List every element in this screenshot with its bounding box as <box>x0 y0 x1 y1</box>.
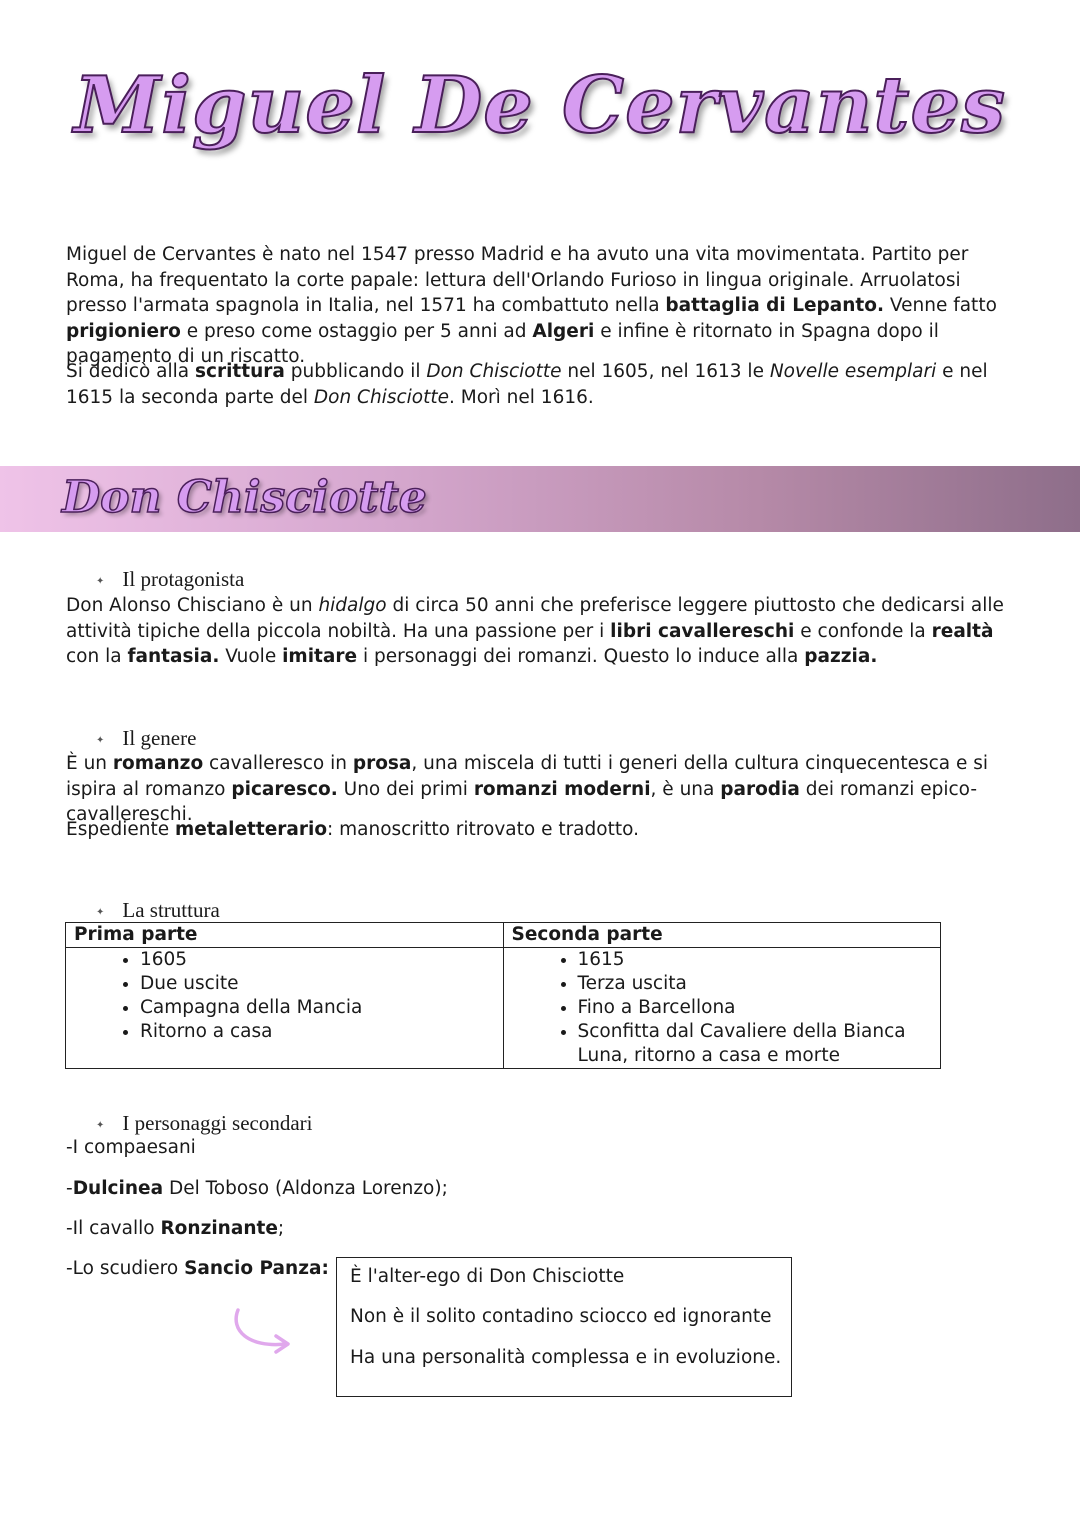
col-seconda-cell <box>503 948 941 1069</box>
text-run: Uno dei primi <box>337 778 474 800</box>
bold-text: pazzia. <box>804 646 878 667</box>
text-run: -Lo scudiero <box>66 1258 185 1279</box>
col-header-seconda: Seconda parte <box>503 923 941 948</box>
italic-text: Don Chisciotte <box>426 361 562 382</box>
prima-list <box>74 948 495 1044</box>
seconda-list <box>512 948 933 1068</box>
text-run: con la <box>66 646 128 667</box>
text-run: dei romanzi epico-cavallereschi. <box>66 778 978 825</box>
text-run: Espediente <box>66 819 175 840</box>
text-run: . Morì nel 1616. <box>449 386 594 408</box>
text-run: , una miscela di tutti i generi della cultura cinquecentesca e si ispira al romanzo <box>66 753 989 800</box>
text-run: Del Toboso (Aldonza Lorenzo); <box>163 1178 448 1199</box>
text-run: e preso come ostaggio per 5 anni ad <box>180 320 533 342</box>
list-item: • Terza uscita <box>578 972 933 996</box>
section-banner <box>0 466 1080 532</box>
box-line-2: Non è il solito contadino sciocco ed ignorante <box>350 1306 772 1327</box>
italic-text: Novelle esemplari <box>769 361 937 382</box>
text-run: ; <box>277 1218 285 1239</box>
list-item: • 1615 <box>578 948 933 972</box>
text-run: nel 1605, nel 1613 le <box>561 361 770 382</box>
text-run: Miguel de Cervantes è nato nel 1547 presso Madrid e ha avuto una vita movimentata. Partito per Roma, ha frequentato la corte papale: lettura dell'Orlando Furioso in lingua originale. Arruolatosi presso l'armata spagnola in Italia, nel 1571 ha combattuto nella <box>66 244 969 316</box>
bold-text: romanzi moderni <box>473 778 651 800</box>
bold-text: prosa <box>352 753 412 774</box>
col-header-prima: Prima parte <box>66 923 504 948</box>
text-run: e confonde la <box>794 620 932 642</box>
heading-struttura: ✦ La struttura <box>96 898 220 922</box>
intro-paragraph-1 <box>66 242 1026 370</box>
list-item: • Due uscite <box>140 972 495 996</box>
list-item: • Campagna della Mancia <box>140 996 495 1020</box>
star-bullet-icon: ✦ <box>96 906 105 918</box>
bold-text: Dulcinea <box>72 1178 164 1199</box>
italic-text: Don Chisciotte <box>313 386 449 408</box>
italic-text: hidalgo <box>318 595 387 616</box>
bold-text: scrittura <box>194 361 285 382</box>
bold-text: metaletterario <box>174 819 328 840</box>
protagonista-paragraph <box>66 593 1026 670</box>
text-run: Don Alonso Chisciano è un <box>66 595 319 616</box>
bold-text: imitare <box>282 646 358 667</box>
curved-arrow-icon <box>226 1304 298 1356</box>
text-run: Si dedicò alla <box>66 361 195 382</box>
heading-genere: ✦ Il genere <box>96 726 197 750</box>
text-run: Vuole <box>219 646 283 667</box>
bold-text: Sancio Panza: <box>184 1258 329 1279</box>
star-bullet-icon: ✦ <box>96 575 105 587</box>
list-item: • 1605 <box>140 948 495 972</box>
text-run: - <box>66 1178 73 1199</box>
bold-text: fantasia. <box>127 646 220 667</box>
bold-text: prigioniero <box>66 320 181 342</box>
text-run: -I compaesani <box>66 1137 196 1158</box>
bold-text: battaglia di Lepanto. <box>665 295 885 316</box>
page-title: Miguel De Cervantes <box>74 60 1006 151</box>
heading-personaggi: ✦ I personaggi secondari <box>96 1111 313 1135</box>
text-run: -Il cavallo <box>66 1218 161 1239</box>
col-prima-cell <box>66 948 504 1069</box>
text-run: i personaggi dei romanzi. Questo lo induce alla <box>357 646 805 667</box>
box-line-1: È l'alter-ego di Don Chisciotte <box>350 1266 625 1287</box>
bold-text: realtà <box>931 620 994 642</box>
personaggio-line-compaesani <box>66 1136 196 1160</box>
text-run: pubblicando il <box>284 361 427 382</box>
star-bullet-icon: ✦ <box>96 1119 105 1131</box>
text-run: , è una <box>650 778 721 800</box>
text-run: È un <box>66 753 113 774</box>
star-bullet-icon: ✦ <box>96 734 105 746</box>
text-run: : manoscritto ritrovato e tradotto. <box>327 819 639 840</box>
intro-paragraph-2 <box>66 359 1026 410</box>
sancio-panza-box <box>336 1257 792 1397</box>
text-run: Venne fatto <box>884 295 997 316</box>
bold-text: libri cavallereschi <box>610 620 795 642</box>
list-item: • Fino a Barcellona <box>578 996 933 1020</box>
personaggio-line-dulcinea <box>66 1177 448 1201</box>
bold-text: Ronzinante <box>160 1218 278 1239</box>
personaggio-line-sancio <box>66 1257 329 1281</box>
bold-text: romanzo <box>112 753 204 774</box>
text-run: di circa 50 anni che preferisce leggere piuttosto che dedicarsi alle attività tipiche della piccola nobiltà. Ha una passione per i <box>66 595 1004 642</box>
structure-table <box>65 922 941 1069</box>
list-item: • Ritorno a casa <box>140 1020 495 1044</box>
box-line-3: Ha una personalità complessa e in evoluzione. <box>350 1347 782 1368</box>
bold-text: Algeri <box>532 320 595 342</box>
heading-protagonista: ✦ Il protagonista <box>96 567 245 591</box>
genere-paragraph-2 <box>66 817 1026 843</box>
list-item: • Sconfitta dal Cavaliere della Bianca Luna, ritorno a casa e morte <box>578 1020 933 1068</box>
text-run: cavalleresco in <box>203 753 353 774</box>
section-title: Don Chisciotte <box>62 472 427 523</box>
text-run: e infine è ritornato in Spagna dopo il pagamento di un riscatto. <box>66 320 939 367</box>
text-run: e nel 1615 la seconda parte del <box>66 361 988 408</box>
personaggio-line-ronzinante <box>66 1217 284 1241</box>
bold-text: picaresco. <box>231 778 338 800</box>
bold-text: parodia <box>720 778 800 800</box>
